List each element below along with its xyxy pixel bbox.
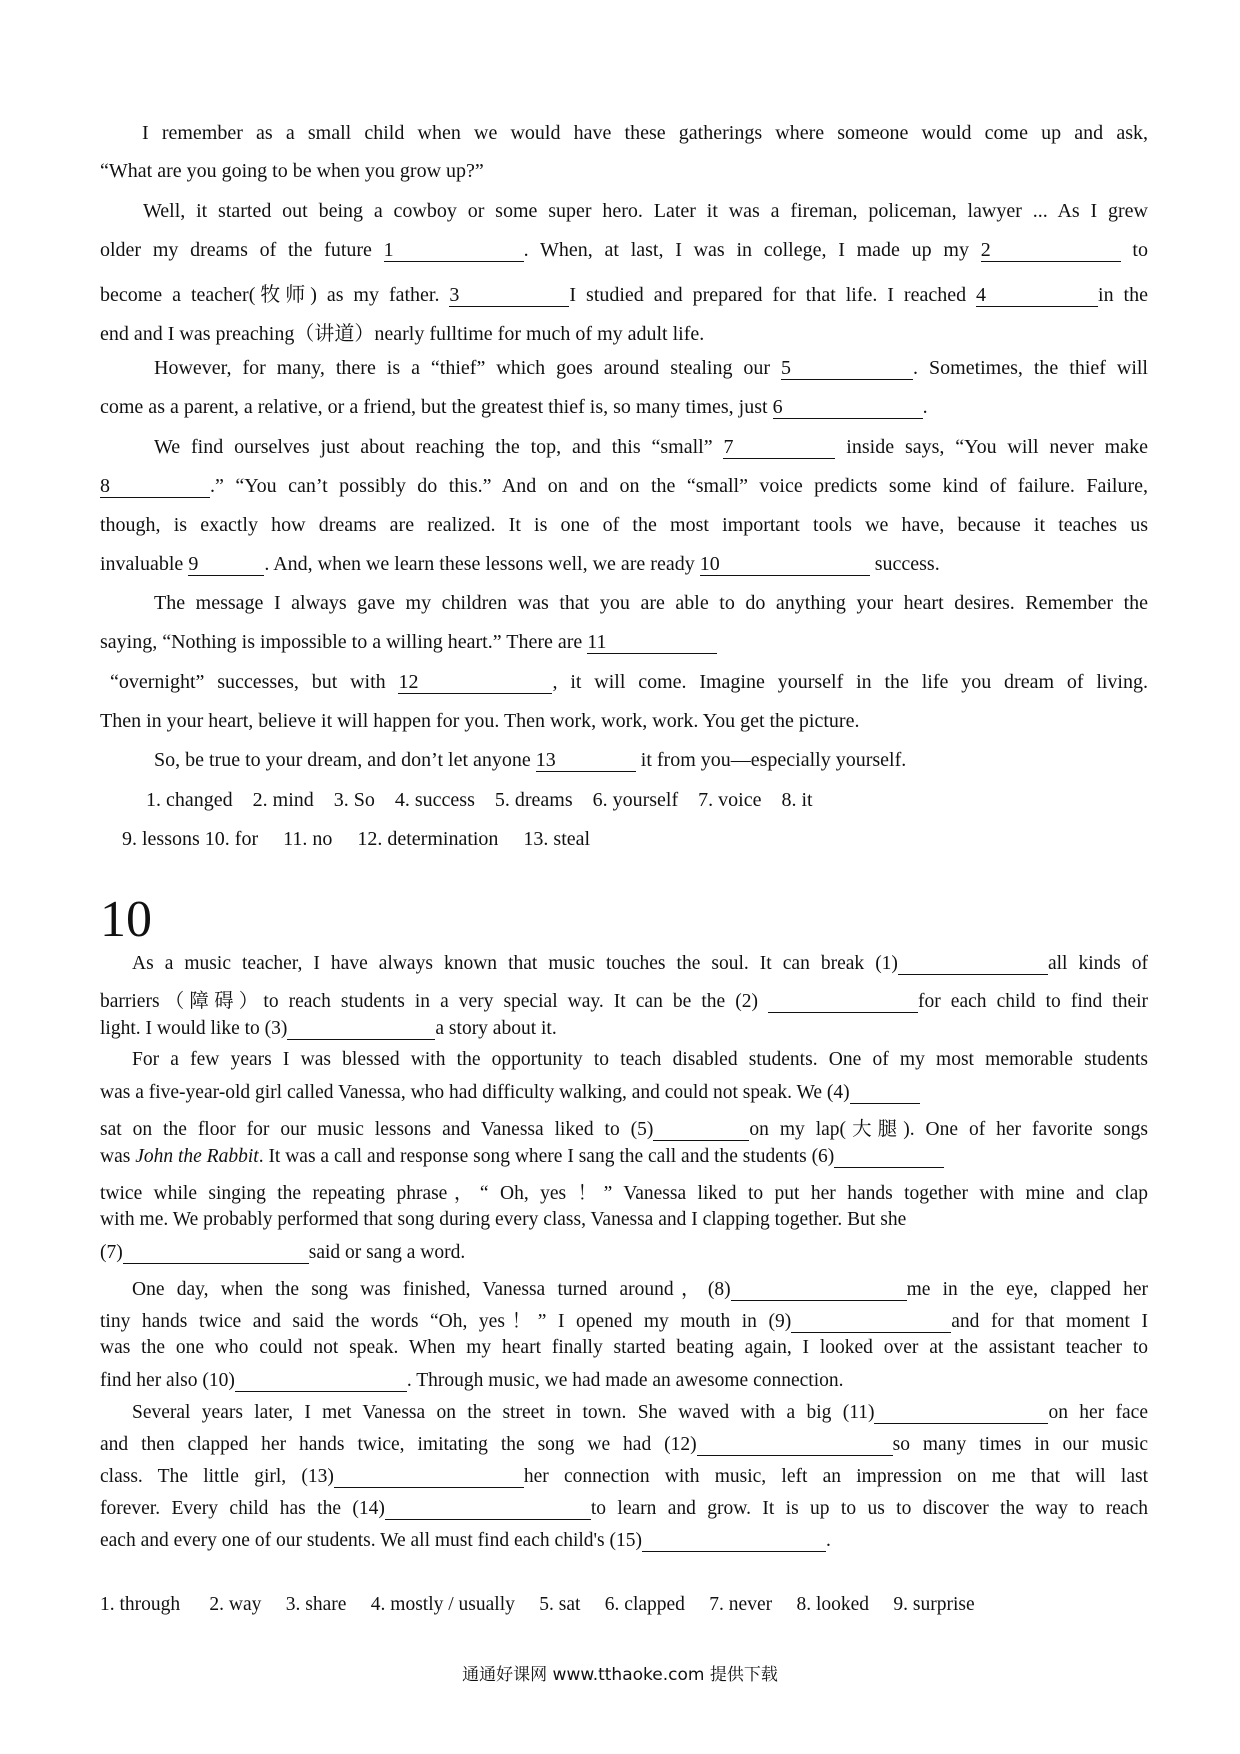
paragraph-line: I remember as a small child when we would have these gatherings where someone would come up and ask,	[142, 122, 1148, 144]
paragraph-line: and then clapped her hands twice, imitating the song we had (12) so many times in our music	[100, 1434, 1148, 1455]
blank-9[interactable]: 9	[188, 553, 264, 576]
section-number: 10	[100, 891, 152, 948]
paragraph-line: As a music teacher, I have always known that music touches the soul. It can break (1) all kinds of	[132, 953, 1148, 974]
blank-12[interactable]	[697, 1433, 893, 1456]
paragraph-line: For a few years I was blessed with the opportunity to teach disabled students. One of my most memorable students	[132, 1049, 1148, 1070]
paragraph-line: One day, when the song was finished, Vanessa turned around，(8) me in the eye, clapped her	[132, 1279, 1149, 1300]
paragraph-line: (7) said or sang a word.	[100, 1242, 466, 1263]
paragraph-line: So, be true to your dream, and don’t let anyone 13 it from you—especially yourself.	[154, 749, 907, 771]
blank-6[interactable]: 6	[773, 396, 923, 419]
answer-key: 1. changed 2. mind 3. So 4. success 5. dreams 6. yourself 7. voice 8. it	[146, 789, 813, 811]
blank-2[interactable]	[768, 990, 918, 1013]
paragraph-line: saying, “Nothing is impossible to a willing heart.” There are 11	[100, 631, 1148, 654]
paragraph-line: with me. We probably performed that song during every class, Vanessa and I clapping together. But she	[100, 1209, 907, 1230]
paragraph-line: forever. Every child has the (14) to learn and grow. It is up to us to discover the way to reach	[100, 1498, 1148, 1519]
paragraph-line: class. The little girl, (13) her connection with music, left an impression on me that will last	[100, 1466, 1148, 1487]
paragraph-line: “overnight” successes, but with 12 , it will come. Imagine yourself in the life you dream of living.	[110, 671, 1148, 693]
answer-key: 9. lessons 10. for 11. no 12. determination 13. steal	[122, 828, 591, 850]
paragraph-line: was a five-year-old girl called Vanessa, who had difficulty walking, and could not speak. We (4)	[100, 1081, 1148, 1104]
paragraph-line: become a teacher(牧师) as my father. 3 I studied and prepared for that life. I reached 4 in the	[100, 284, 1148, 306]
blank-5[interactable]	[653, 1118, 749, 1141]
blank-4[interactable]: 4	[976, 284, 1098, 307]
blank-7[interactable]	[123, 1241, 309, 1264]
paragraph-line: end and I was preaching（讲道）nearly fulltime for much of my adult life.	[100, 323, 705, 345]
paragraph-line: barriers（障碍）to reach students in a very special way. It can be the (2) for each child to find their	[100, 991, 1149, 1012]
blank-8[interactable]	[731, 1278, 907, 1301]
paragraph-line: find her also (10) . Through music, we had made an awesome connection.	[100, 1370, 844, 1391]
paragraph-line: 8 .” “You can’t possibly do this.” And on and on the “small” voice predicts some kind of failure. Failure,	[100, 475, 1148, 497]
blank-10[interactable]: 10	[700, 553, 870, 576]
paragraph-line: was the one who could not speak. When my heart finally started beating again, I looked over at the assistant teacher to	[100, 1337, 1148, 1358]
blank-9[interactable]	[791, 1310, 951, 1333]
paragraph-line: each and every one of our students. We all must find each child's (15) .	[100, 1530, 831, 1551]
paragraph-line: tiny hands twice and said the words “Oh, yes！” I opened my mouth in (9) and for that moment I	[100, 1311, 1148, 1332]
blank-3[interactable]	[287, 1017, 435, 1040]
blank-6[interactable]	[834, 1145, 944, 1168]
paragraph-line: come as a parent, a relative, or a friend, but the greatest thief is, so many times, just 6 .	[100, 396, 928, 418]
blank-13[interactable]	[334, 1465, 524, 1488]
blank-3[interactable]: 3	[449, 284, 569, 307]
paragraph-line: light. I would like to (3) a story about it.	[100, 1018, 557, 1039]
footer-watermark: 通通好课网 www.tthaoke.com 提供下载	[462, 1665, 778, 1685]
blank-5[interactable]: 5	[781, 357, 913, 380]
blank-11[interactable]: 11	[587, 631, 717, 654]
paragraph-line: twice while singing the repeating phrase，“ Oh, yes ！” Vanessa liked to put her hands together with mine and clap	[100, 1183, 1148, 1204]
paragraph-line: Then in your heart, believe it will happen for you. Then work, work, work. You get the picture.	[100, 710, 860, 732]
paragraph-line: older my dreams of the future 1 . When, at last, I was in college, I made up my 2 to	[100, 239, 1148, 261]
blank-4[interactable]	[850, 1081, 920, 1104]
paragraph-line: Well, it started out being a cowboy or some super hero. Later it was a fireman, policeman, lawyer ... As I grew	[143, 200, 1148, 222]
blank-8[interactable]: 8	[100, 475, 210, 498]
paragraph-line: was John the Rabbit. It was a call and response song where I sang the call and the students (6)	[100, 1145, 1148, 1168]
paragraph-line: Several years later, I met Vanessa on the street in town. She waved with a big (11) on her face	[132, 1402, 1148, 1423]
blank-7[interactable]: 7	[723, 436, 835, 459]
blank-2[interactable]: 2	[981, 239, 1121, 262]
blank-13[interactable]: 13	[536, 749, 636, 772]
paragraph-line: The message I always gave my children was that you are able to do anything your heart desires. Remember the	[154, 592, 1148, 614]
paragraph-line: However, for many, there is a “thief” which goes around stealing our 5 . Sometimes, the thief will	[154, 357, 1148, 379]
blank-11[interactable]	[874, 1401, 1048, 1424]
paragraph-line: sat on the floor for our music lessons and Vanessa liked to (5) on my lap(大腿). One of her favorite songs	[100, 1119, 1148, 1140]
blank-10[interactable]	[235, 1369, 407, 1392]
blank-1[interactable]: 1	[384, 239, 524, 262]
blank-1[interactable]	[898, 952, 1048, 975]
blank-12[interactable]: 12	[398, 671, 552, 694]
paragraph-line: invaluable 9 . And, when we learn these lessons well, we are ready 10 success.	[100, 553, 940, 575]
answer-key: 1. through 2. way 3. share 4. mostly / usually 5. sat 6. clapped 7. never 8. looked 9. surprise	[100, 1594, 975, 1615]
paragraph-line: though, is exactly how dreams are realized. It is one of the most important tools we have, because it teaches us	[100, 514, 1148, 536]
blank-15[interactable]	[642, 1529, 826, 1552]
paragraph-line: We find ourselves just about reaching the top, and this “small” 7 inside says, “You will never make	[154, 436, 1148, 458]
blank-14[interactable]	[385, 1497, 591, 1520]
paragraph-line: “What are you going to be when you grow up?”	[100, 160, 484, 182]
